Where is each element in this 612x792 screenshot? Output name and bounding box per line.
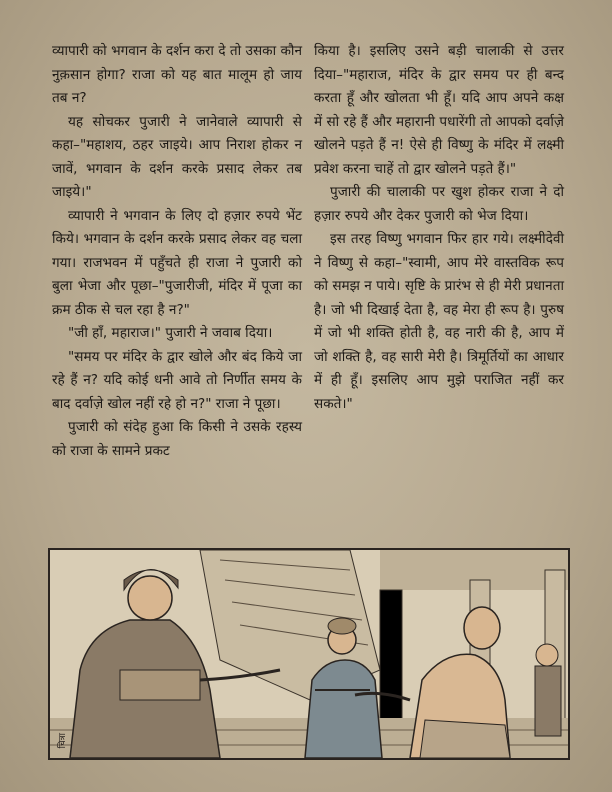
paragraph: यह सोचकर पुजारी ने जानेवाले व्यापारी से कहा–"महाशय, ठहर जाइये। आप निराश होकर न जावें, भगवान के दर्शन करके प्रसाद लेकर तब जाइये।" [52,113,302,200]
paragraph: किया है। इसलिए उसने बड़ी चालाकी से उत्तर दिया–"महाराज, मंदिर के द्वार समय पर ही बन्द करता हूँ और खोलता भी हूँ। यदि आप अपने कक्ष में सो रहे हैं और महारानी पधारेंगी तो आपको दर्वाज़े खोलने पड़ते हैं न! ऐसे ही विष्णु के मंदिर में लक्ष्मी प्रवेश करना चाहें तो द्वार खोलने पड़ते हैं।" [314,43,564,177]
paragraph: "समय पर मंदिर के द्वार खोले और बंद किये जा रहे हैं न? यदि कोई धनी आवे तो निर्णीत समय के बाद दर्वाज़े खोल नहीं रहे हो न?" राजा ने पूछा। [52,348,302,412]
paragraph: इस तरह विष्णु भगवान फिर हार गये। लक्ष्मीदेवी ने विष्णु से कहा–"स्वामी, आप मेरे वास्तविक रूप को समझ न पाये। सृष्टि के प्रारंभ से ही मेरी प्रधानता है। जो भी दिखाई देता है, वह मेरा ही रूप है। पुरुष में जो भी शक्ति होती है, वह नारी की है, आप में जो शक्ति है, वह सारी मेरी है। त्रिमूर्तियों का आधार में ही हूँ। इसलिए आप मुझे पराजित नहीं कर सकते।" [314,231,564,412]
paragraph: पुजारी की चालाकी पर खुश होकर राजा ने दो हज़ार रुपये और देकर पुजारी को भेज दिया। [314,184,564,224]
illustration-drawing [50,550,568,758]
paragraph: पुजारी को संदेह हुआ कि किसी ने उसके रहस्य को राजा के सामने प्रकट [52,419,302,459]
left-text-column [52,40,302,463]
paragraph: "जी हाँ, महाराज।" पुजारी ने जवाब दिया। [68,325,273,341]
paragraph: व्यापारी ने भगवान के लिए दो हज़ार रुपये भेंट किये। भगवान के दर्शन करके प्रसाद लेकर वह चला गया। राजभवन में पहुँचते ही राजा ने पुजारी को बुला भेजा और पूछा–"पुजारीजी, मंदिर में पूजा का क्रम ठीक से चल रहा है न?" [52,207,302,318]
paragraph: व्यापारी को भगवान के दर्शन करा दे तो उसका कौन नुक़सान होगा? राजा को यह बात मालूम हो जाय तब न? [52,43,302,106]
artist-signature: चित्रा [58,732,68,748]
right-text-column [314,40,564,416]
story-illustration [48,548,570,760]
